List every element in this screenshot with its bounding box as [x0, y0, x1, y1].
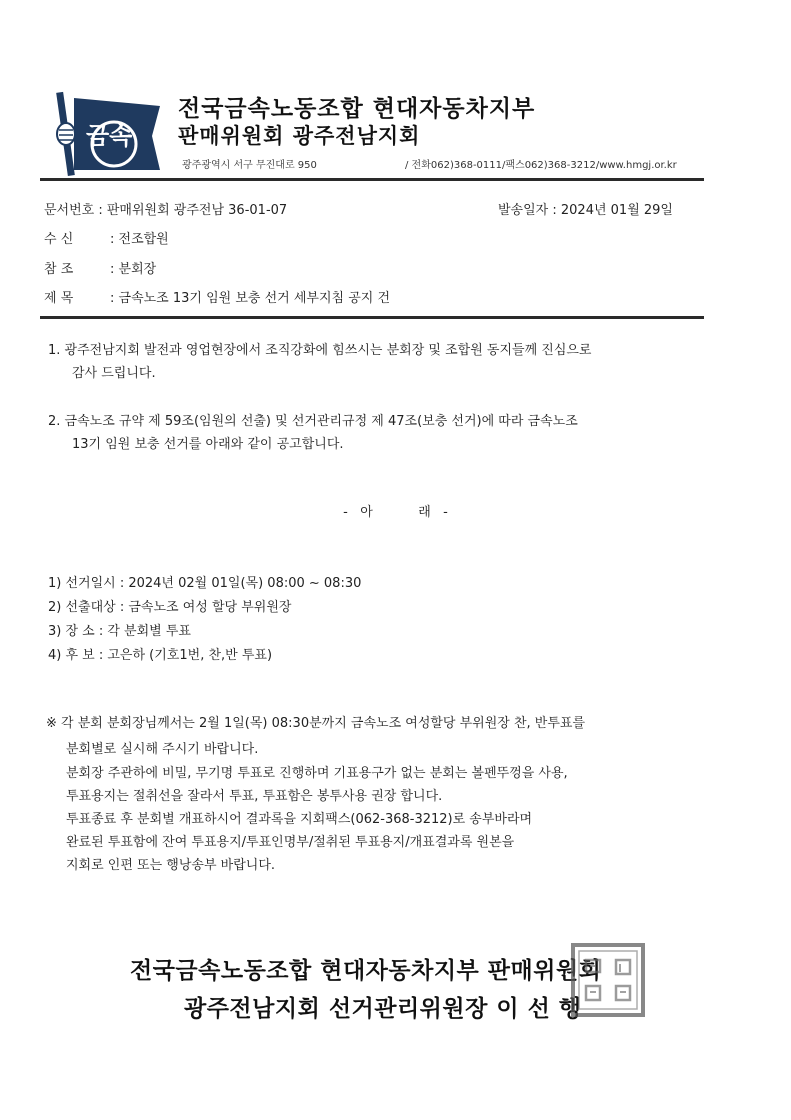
- recipient-value: : 전조합원: [110, 232, 169, 247]
- recipient-label: 수 신: [44, 232, 74, 247]
- cc-label: 참 조: [44, 262, 74, 277]
- paragraph-2-line2: 13기 임원 보충 선거를 아래와 같이 공고합니다.: [72, 437, 344, 452]
- signature-line1: 전국금속노동조합 현대자동차지부 판매위원회: [130, 958, 602, 984]
- note-line: 지회로 인편 또는 행낭송부 바랍니다.: [66, 858, 276, 873]
- paragraph-1-line1: 1. 광주전남지회 발전과 영업현장에서 조직강화에 힘쓰시는 분회장 및 조합원 동지들께 진심으로: [48, 343, 592, 358]
- paragraph-1-line2: 감사 드립니다.: [72, 366, 156, 381]
- note-line: 완료된 투표함에 잔여 투표용지/투표인명부/절취된 투표용지/개표결과록 원본을: [66, 835, 515, 850]
- issue-date: 발송일자 : 2024년 01월 29일: [498, 203, 673, 218]
- header-divider: [40, 178, 704, 181]
- official-seal: [570, 942, 646, 1018]
- note-line: ※ 각 분회 분회장님께서는 2월 1일(목) 08:30분까지 금속노조 여성할당 부위원장 찬, 반투표를: [46, 716, 586, 731]
- seal-graphic: [570, 942, 646, 1018]
- org-name-line1: 전국금속노동조합 현대자동차지부: [178, 96, 536, 122]
- item-candidate: 4) 후 보 : 고은하 (기호1번, 찬,반 투표): [48, 648, 273, 663]
- paragraph-2-line1: 2. 금속노조 규약 제 59조(임원의 선출) 및 선거관리규정 제 47조(보충 선거)에 따라 금속노조: [48, 414, 578, 429]
- subject-label: 제 목: [44, 291, 74, 306]
- note-line: 투표용지는 절취선을 잘라서 투표, 투표함은 봉투사용 권장 합니다.: [66, 789, 443, 804]
- union-logo: [52, 86, 164, 178]
- item-location: 3) 장 소 : 각 분회별 투표: [48, 624, 191, 639]
- meta-divider: [40, 316, 704, 319]
- item-election-target: 2) 선출대상 : 금속노조 여성 할당 부위원장: [48, 600, 292, 615]
- doc-number: 문서번호 : 판매위원회 광주전남 36-01-07: [44, 203, 288, 218]
- note-line: 분회별로 실시해 주시기 바랍니다.: [66, 742, 259, 757]
- org-name-line2: 판매위원회 광주전남지회: [178, 124, 421, 148]
- note-line: 분회장 주관하에 비밀, 무기명 투표로 진행하며 기표용구가 없는 분회는 볼펜뚜껑을 사용,: [66, 766, 568, 781]
- org-contact: / 전화062)368-0111/팩스062)368-3212/www.hmgj.or.kr: [405, 160, 677, 171]
- logo-text: 금속: [86, 122, 133, 150]
- note-line: 투표종료 후 분회별 개표하시어 결과록을 지회팩스(062-368-3212)로 송부바라며: [66, 812, 533, 827]
- cc-value: : 분회장: [110, 262, 157, 277]
- subject-value: : 금속노조 13기 임원 보충 선거 세부지침 공지 건: [110, 291, 391, 306]
- signature-line2: 광주전남지회 선거관리위원장 이 선 행: [184, 996, 582, 1022]
- item-election-date: 1) 선거일시 : 2024년 02월 01일(목) 08:00 ~ 08:30: [48, 576, 362, 591]
- section-title: - 아 래 -: [343, 505, 448, 520]
- org-address: 광주광역시 서구 무진대로 950: [182, 160, 317, 171]
